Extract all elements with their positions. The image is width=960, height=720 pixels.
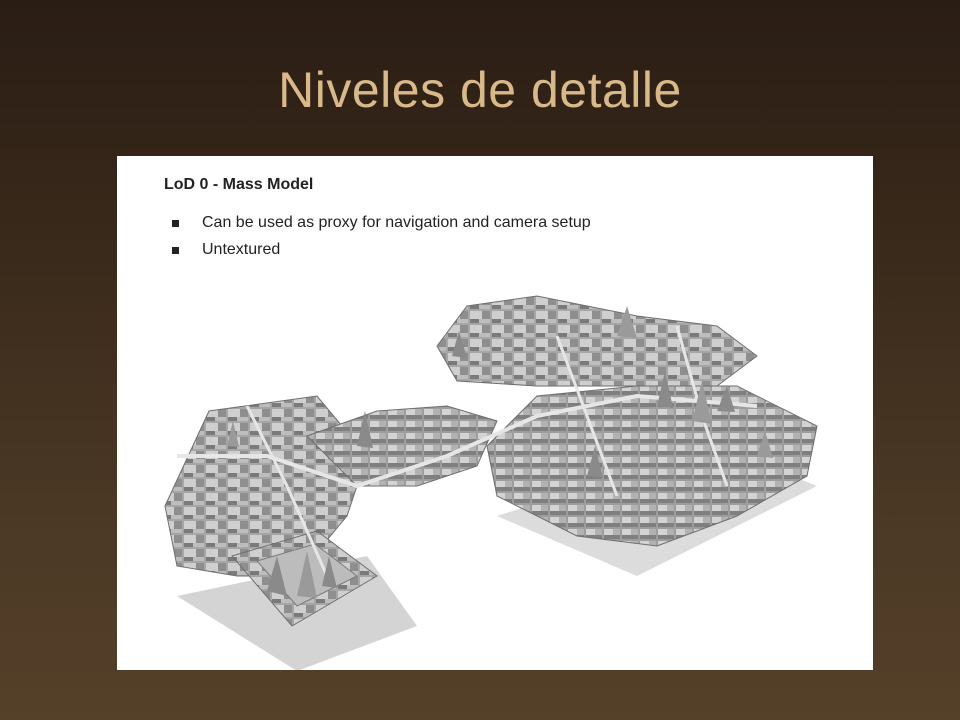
bullet-text: Untextured — [202, 241, 281, 258]
figure-image — [117, 156, 873, 670]
bullet-text: Can be used as proxy for navigation and camera setup — [202, 214, 591, 231]
figure-heading: LoD 0 - Mass Model — [164, 176, 314, 193]
slide-title: Niveles de detalle — [278, 62, 682, 118]
city-mass-model-render — [117, 156, 873, 670]
